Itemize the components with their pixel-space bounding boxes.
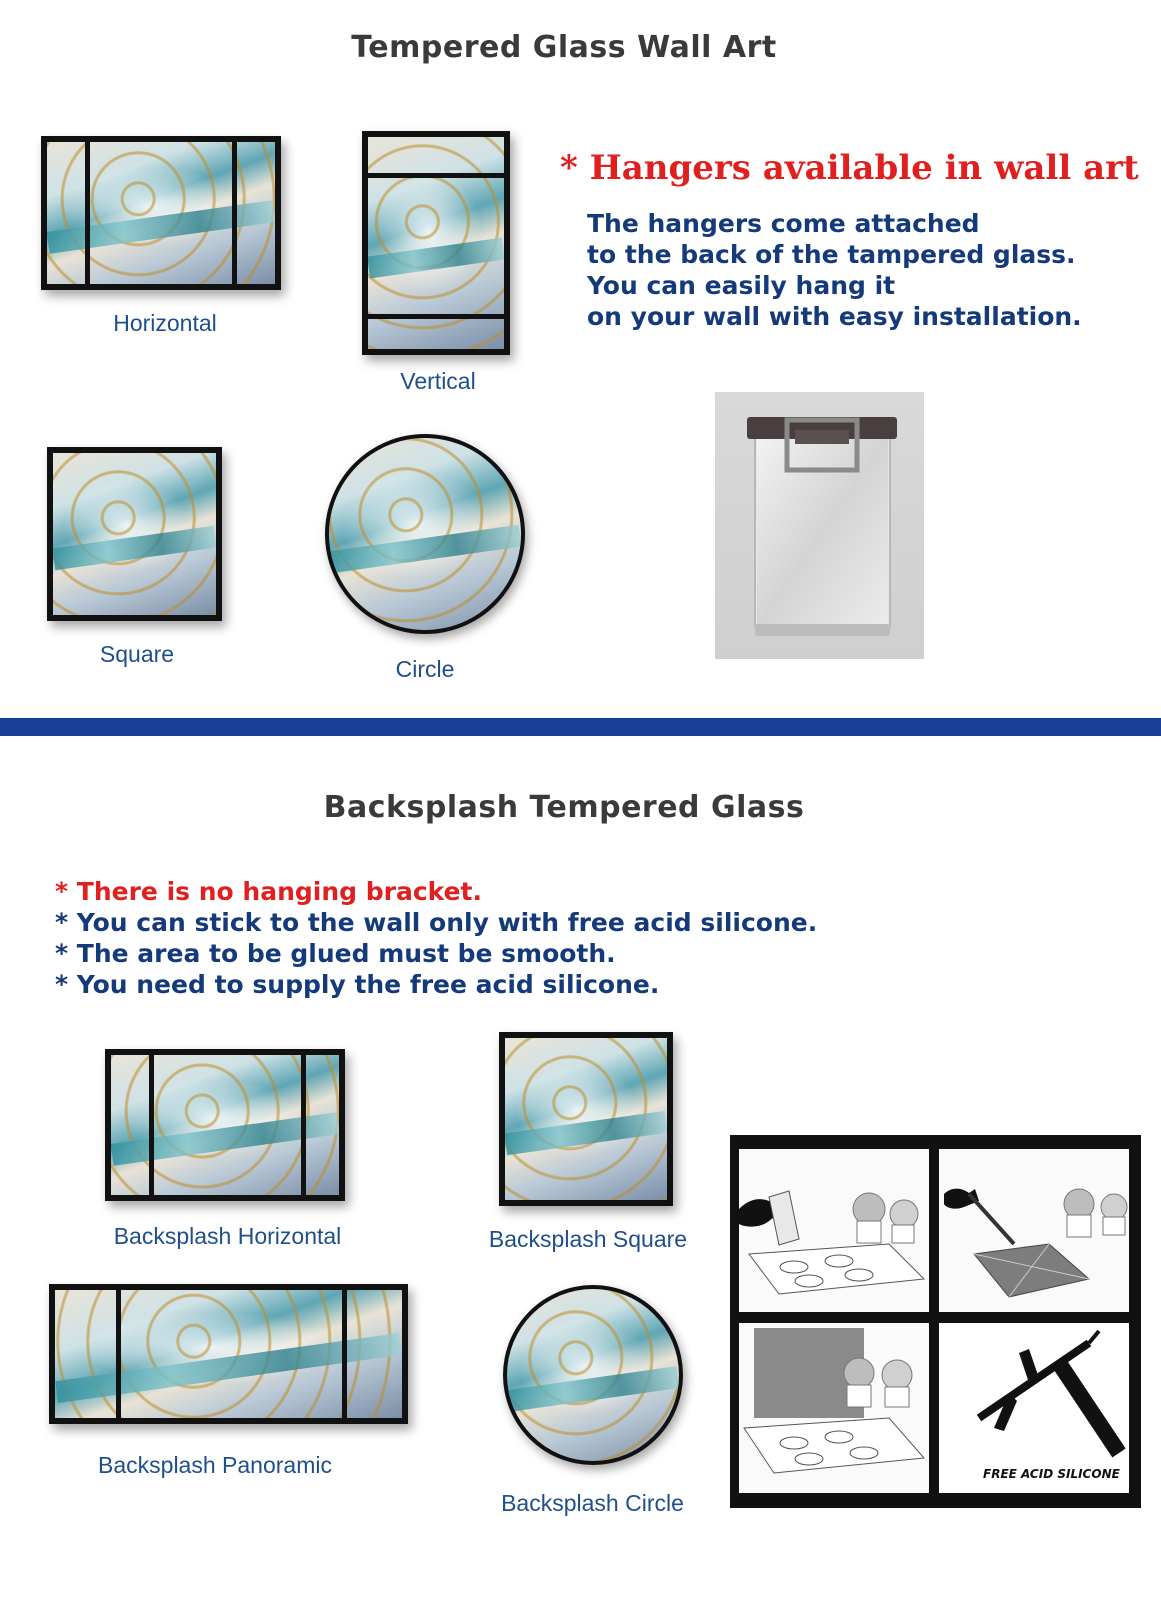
- stove-icon: [744, 1418, 924, 1473]
- caption-backsplash-circle: Backsplash Circle: [501, 1490, 684, 1516]
- installation-steps: [730, 1135, 1141, 1508]
- caulking-gun-icon: [939, 1323, 1129, 1463]
- hanger-bracket-icon: [715, 392, 924, 659]
- circle-wall-art: [325, 434, 525, 634]
- caption-backsplash-panoramic: Backsplash Panoramic: [98, 1452, 332, 1478]
- caption-backsplash-square: Backsplash Square: [488, 1226, 688, 1252]
- step-4-panel: [939, 1323, 1129, 1493]
- hangers-line: You can easily hang it: [587, 271, 896, 300]
- caption-square: Square: [99, 641, 175, 667]
- note-no-bracket: * There is no hanging bracket.: [55, 877, 483, 906]
- wall-art-title: Tempered Glass Wall Art: [351, 30, 777, 65]
- backsplash-panoramic-art: [49, 1284, 408, 1424]
- plant-pot-icon: [1064, 1189, 1127, 1237]
- vertical-wall-art: [362, 131, 510, 355]
- backsplash-notes: [55, 876, 817, 1000]
- step-1-panel: [739, 1149, 929, 1312]
- backsplash-circle-art: [503, 1285, 683, 1465]
- hand-icon: [944, 1189, 1014, 1244]
- free-acid-silicone-label: FREE ACID SILICONE: [983, 1467, 1120, 1481]
- hand-icon: [739, 1191, 799, 1245]
- backsplash-title: Backsplash Tempered Glass: [323, 790, 805, 825]
- hangers-title: * Hangers available in wall art: [560, 148, 1139, 188]
- caption-vertical: Vertical: [400, 368, 476, 394]
- plant-pot-icon: [844, 1358, 912, 1407]
- hangers-line: The hangers come attached: [587, 209, 980, 238]
- hanger-bracket-photo: [715, 392, 924, 659]
- backsplash-square-art: [499, 1032, 673, 1206]
- hangers-line: on your wall with easy installation.: [587, 302, 1082, 331]
- note-smooth: * The area to be glued must be smooth.: [55, 939, 616, 968]
- note-silicone: * You can stick to the wall only with free acid silicone.: [55, 908, 818, 937]
- caption-horizontal: Horizontal: [113, 310, 217, 336]
- backsplash-horizontal-art: [105, 1049, 345, 1201]
- stove-icon: [749, 1244, 924, 1294]
- square-wall-art: [47, 447, 222, 621]
- horizontal-wall-art: [41, 136, 281, 290]
- hangers-description: [587, 208, 1082, 332]
- step-3-panel: [739, 1323, 929, 1493]
- plant-pot-icon: [853, 1193, 918, 1243]
- hangers-line: to the back of the tampered glass.: [587, 240, 1076, 269]
- step-2-panel: [939, 1149, 1129, 1312]
- caption-circle: Circle: [395, 656, 455, 682]
- note-supply: * You need to supply the free acid silicone.: [55, 970, 660, 999]
- section-divider: [0, 718, 1161, 736]
- caption-backsplash-horizontal: Backsplash Horizontal: [113, 1223, 342, 1249]
